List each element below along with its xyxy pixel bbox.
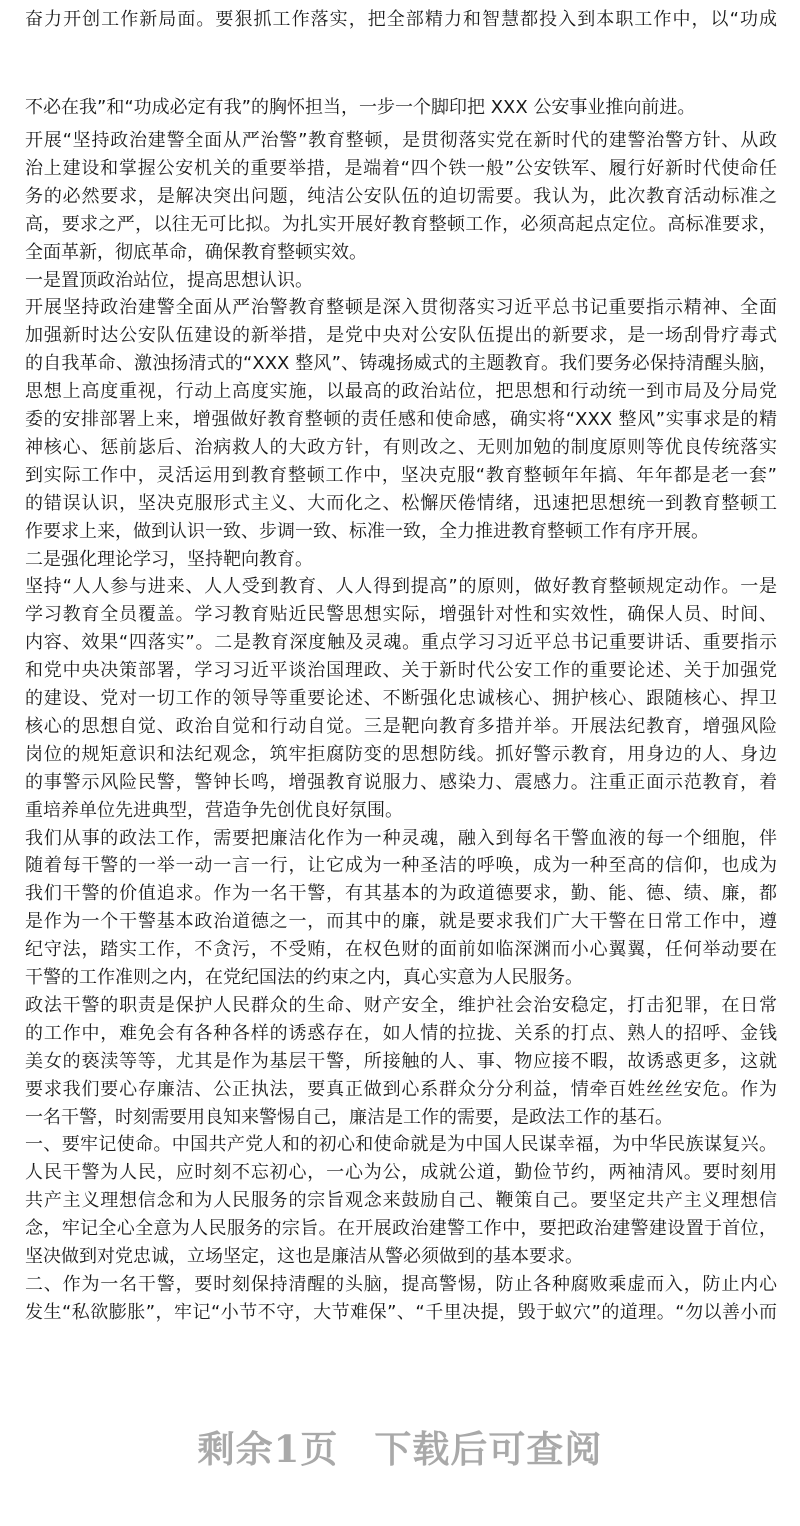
- paragraph-7-line: 共产主义理想信念和为人民服务的宗旨观念来鼓励自己、鞭策自己。要坚定共产主义理想信: [25, 1190, 777, 1212]
- document-body: [0, 127, 800, 1347]
- paragraph-4-line: 的事警示风险民警，警钟长鸣，增强教育说服力、感染力、震感力。注重正面示范教育，着: [25, 771, 777, 793]
- paragraph-5-line: 随着每干警的一举一动一言一行，让它成为一种圣洁的呼唤，成为一种至高的信仰，也成为: [25, 855, 777, 877]
- paragraph-2-line: 委的安排部署上来，增强做好教育整顿的责任感和使命感，确实将“XXX 整风”实事求是的精: [25, 409, 777, 430]
- paragraph-6-line: 的工作中，难免会有各种各样的诱惑存在，如人情的拉拢、关系的打点、熟人的招呼、金钱: [25, 1022, 777, 1044]
- download-prompt[interactable]: [0, 1424, 800, 1474]
- paragraph-2-line: 神核心、惩前毖后、治病救人的大政方针，有则改之、无则加勉的制度原则等优良传统落实: [25, 436, 777, 458]
- paragraph-7-line: 坚决做到对党忠诚，立场坚定，这也是廉洁从警必须做到的基本要求。: [25, 1246, 583, 1267]
- paragraph-0-line: 务的必然要求，是解决突出问题，纯洁公安队伍的迫切需要。我认为，此次教育活动标准之: [25, 185, 777, 207]
- paragraph-0-line: 开展“坚持政治建警全面从严治警”教育整顿，是贯彻落实党在新时代的建警治警方针、从政: [25, 130, 777, 151]
- paragraph-2-line: 加强新时达公安队伍建设的新举措，是党中央对公安队伍提出的新要求，是一场刮骨疗毒式: [25, 325, 777, 347]
- paragraph-5-line: 干警的工作准则之内，在党纪国法的约束之内，真心实意为人民服务。: [25, 967, 583, 988]
- paragraph-0-line: 治上建设和掌握公安机关的重要举措，是端着“四个铁一般”公安铁军、履行好新时代使命任: [25, 157, 777, 179]
- paragraph-4-line: 的建设、党对一切工作的领导等重要论述、不断强化忠诚核心、拥护核心、跟随核心、捍卫: [25, 688, 777, 709]
- download-to-view-label: 下载后可查阅: [374, 1427, 603, 1471]
- paragraph-3-line: 二是强化理论学习，坚持靶向教育。: [25, 548, 313, 570]
- paragraph-7-line: 人民干警为人民，应时刻不忘初心，一心为公，成就公道，勤俭节约，两袖清风。要时刻用: [25, 1162, 777, 1184]
- paragraph-2-line: 开展坚持政治建警全面从严治警教育整顿是深入贯彻落实习近平总书记重要指示精神、全面: [25, 297, 777, 319]
- paragraph-5-line: 我们从事的政法工作，需要把廉洁化作为一种灵魂，融入到每名干警血液的每一个细胞，伴: [25, 827, 777, 849]
- paragraph-4-line: 坚持“人人参与进来、人人受到教育、人人得到提高”的原则，做好教育整顿规定动作。一是: [25, 576, 777, 598]
- paragraph-4-line: 岗位的规矩意识和法纪观念，筑牢拒腐防变的思想防线。抓好警示教育，用身边的人、身边: [25, 743, 777, 765]
- paragraph-2-line: 的自我革命、激浊扬清式的“XXX 整风”、铸魂扬威式的主题教育。我们要务必保持清醒头脑，: [25, 353, 777, 375]
- paragraph-7-line: 一、要牢记使命。中国共产党人和的初心和使命就是为中国人民谋幸福，为中华民族谋复兴。: [25, 1134, 777, 1156]
- paragraph-5-line: 我们干警的价值追求。作为一名干警，有其基本的为政道德要求，勤、能、德、绩、廉，都: [25, 883, 777, 905]
- paragraph-4-line: 和党中央决策部署，学习习近平谈治国理政、关于新时代公安工作的重要论述、关于加强党: [25, 660, 777, 682]
- paragraph-2-line: 思想上高度重视，行动上高度实施，以最高的政治站位，把思想和行动统一到市局及分局党: [25, 381, 777, 403]
- paragraph-2-line: 作要求上来，做到认识一致、步调一致、标准一致，全力推进教育整顿工作有序开展。: [25, 520, 709, 542]
- paragraph-0-line: 高，要求之严，以往无可比拟。为扎实开展好教育整顿工作，必须高起点定位。高标准要求，: [25, 213, 777, 235]
- paragraph-4-line: 内容、效果“四落实”。二是教育深度触及灵魂。重点学习习近平总书记重要讲话、重要指示: [25, 632, 777, 654]
- paragraph-4-line: 核心的思想自觉、政治自觉和行动自觉。三是靶向教育多措并举。开展法纪教育，增强风险: [25, 715, 777, 737]
- paragraph-8-line: 发生“私欲膨胀”，牢记“小节不守，大节难保”、“千里决提，毁于蚁穴”的道理。“勿以善小而: [25, 1301, 777, 1323]
- paragraph-6-line: 一名干警，时刻需要用良知来警惕自己，廉洁是工作的需要，是政法工作的基石。: [25, 1106, 673, 1128]
- paragraph-4-line: 重培养单位先进典型，营造争先创优良好氛围。: [25, 799, 403, 821]
- paragraph-2-line: 的错误认识，坚决克服形式主义、大而化之、松懈厌倦情绪，迅速把思想统一到教育整顿工: [25, 492, 777, 514]
- paragraph-4-line: 学习教育全员覆盖。学习教育贴近民警思想实际，增强针对性和实效性，确保人员、时间、: [25, 604, 777, 626]
- paragraph-5-line: 是作为一个干警基本政治道德之一，而其中的廉，就是要求我们广大干警在日常工作中，遵: [25, 911, 777, 933]
- text-line: 奋力开创工作新局面。要狠抓工作落实，把全部精力和智慧都投入到本职工作中，以“功成: [25, 9, 777, 30]
- text-line: 不必在我”和“功成必定有我”的胸怀担当，一步一个脚印把 XXX 公安事业推向前进。: [25, 97, 696, 118]
- paragraph-1-line: 一是置顶政治站位，提高思想认识。: [25, 269, 313, 291]
- paragraph-8-line: 二、作为一名干警，要时刻保持清醒的头脑，提高警惕，防止各种腐败乘虚而入，防止内心: [25, 1273, 777, 1295]
- paragraph-7-line: 念，牢记全心全意为人民服务的宗旨。在开展政治建警工作中，要把政治建警建设置于首位，: [25, 1218, 777, 1240]
- paragraph-0-line: 全面革新，彻底革命，确保教育整顿实效。: [25, 241, 367, 263]
- paragraph-5-line: 纪守法，踏实工作，不贪污，不受贿，在权色财的面前如临深渊而小心翼翼，任何举动要在: [25, 939, 777, 961]
- remaining-pages-label: 剩余1页: [197, 1427, 339, 1471]
- top-fragment: [0, 6, 800, 126]
- paragraph-6-line: 政法干警的职责是保护人民群众的生命、财产安全，维护社会治安稳定，打击犯罪，在日常: [25, 994, 777, 1016]
- paragraph-6-line: 要求我们要心存廉洁、公正执法，要真正做到心系群众分分利益，情牵百姓丝丝安危。作为: [25, 1078, 777, 1100]
- paragraph-2-line: 到实际工作中，灵活运用到教育整顿工作中，坚决克服“教育整顿年年搞、年年都是老一套”: [25, 464, 777, 486]
- paragraph-6-line: 美女的亵渎等等，尤其是作为基层干警，所接触的人、事、物应接不暇，故诱惑更多，这就: [25, 1050, 777, 1072]
